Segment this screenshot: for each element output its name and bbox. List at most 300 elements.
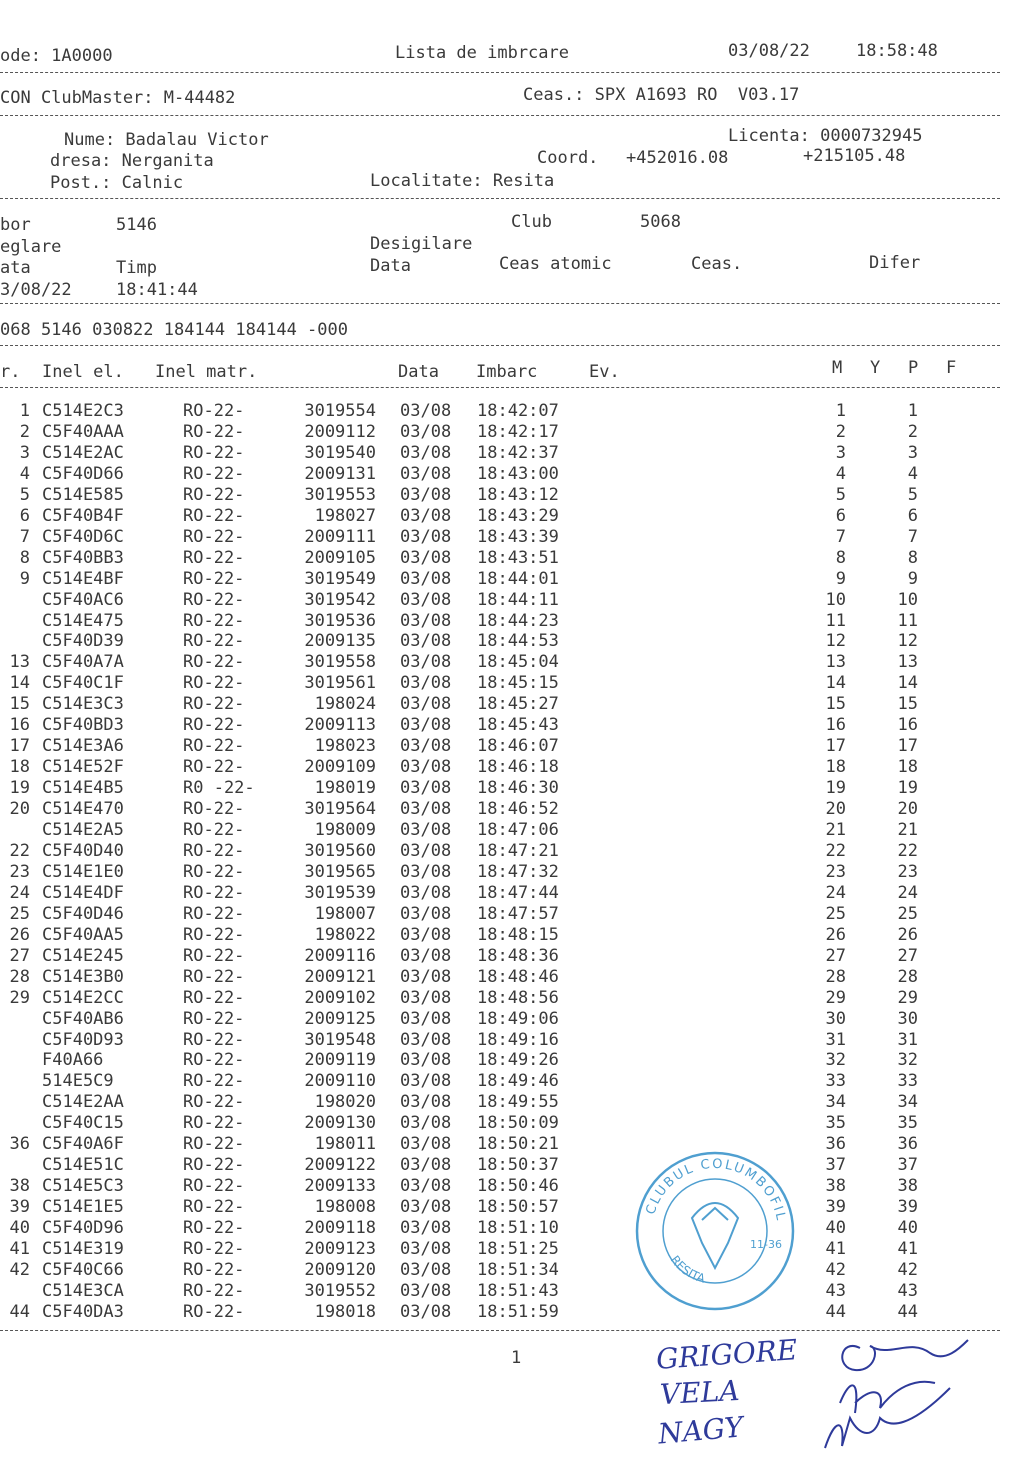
- position-p: 42: [897, 1259, 918, 1280]
- electronic-ring: C5F40BD3: [42, 715, 124, 736]
- row-number: 4: [19, 463, 30, 484]
- arrival-time: 18:42:17: [477, 421, 559, 442]
- arrival-date: 03/08: [400, 505, 452, 526]
- arrival-date: 03/08: [400, 1071, 452, 1092]
- position-p: 36: [897, 1134, 918, 1155]
- position-p: 38: [897, 1176, 918, 1197]
- ring-prefix: RO-22-: [183, 1176, 245, 1197]
- ring-prefix: RO-22-: [183, 736, 245, 757]
- ring-prefix: R0 -22-: [183, 778, 255, 799]
- ring-number: 2009109: [304, 757, 376, 778]
- arrival-date: 03/08: [400, 1134, 452, 1155]
- table-row: [0, 883, 1000, 903]
- ring-number: 3019558: [304, 652, 376, 673]
- arrival-date: 03/08: [400, 1197, 452, 1218]
- ring-number: 2009116: [304, 945, 376, 966]
- row-number: 3: [19, 442, 30, 463]
- difference-label: Difer: [869, 253, 921, 273]
- electronic-ring: C514E475: [42, 610, 124, 631]
- electronic-ring: C514E4DF: [42, 882, 124, 903]
- position-m: 3: [835, 442, 846, 463]
- ring-number: 2009123: [304, 1239, 376, 1259]
- divider: [0, 115, 1000, 116]
- row-number: 5: [19, 484, 30, 505]
- table-row: [0, 1281, 1000, 1301]
- table-row: [0, 757, 1000, 777]
- table-row: [0, 422, 1000, 442]
- electronic-ring: C5F40D66: [42, 463, 124, 484]
- ring-number: 2009130: [304, 1113, 376, 1134]
- row-number: 39: [9, 1197, 30, 1218]
- arrival-date: 03/08: [400, 861, 452, 882]
- table-row: [0, 1050, 1000, 1070]
- electronic-ring: C514E52F: [42, 757, 124, 778]
- arrival-date: 03/08: [400, 924, 452, 945]
- ring-number: 2009112: [304, 421, 376, 442]
- position-p: 25: [897, 903, 918, 924]
- ring-prefix: RO-22-: [183, 1092, 245, 1113]
- ring-prefix: RO-22-: [183, 1071, 245, 1092]
- row-number: 17: [9, 736, 30, 757]
- ring-number: 2009131: [304, 463, 376, 484]
- ring-number: 2009133: [304, 1176, 376, 1197]
- ring-prefix: RO-22-: [183, 673, 245, 694]
- col-m: M: [832, 358, 843, 378]
- row-number: 20: [9, 799, 30, 820]
- electronic-ring: C5F40D39: [42, 631, 124, 652]
- table-row: [0, 631, 1000, 651]
- clock-model: Ceas.: SPX A1693 RO V03.17: [523, 85, 800, 105]
- ring-prefix: RO-22-: [183, 526, 245, 547]
- position-m: 37: [825, 1155, 846, 1176]
- position-p: 43: [897, 1280, 918, 1301]
- club-label: Club: [511, 212, 552, 232]
- position-p: 14: [897, 673, 918, 694]
- clock-code-line: 068 5146 030822 184144 184144 -000: [0, 320, 348, 340]
- ring-prefix: RO-22-: [183, 442, 245, 463]
- table-row: [0, 1071, 1000, 1091]
- position-m: 43: [825, 1280, 846, 1301]
- arrival-date: 03/08: [400, 401, 452, 421]
- ring-number: 3019536: [304, 610, 376, 631]
- position-p: 10: [897, 589, 918, 610]
- arrival-date: 03/08: [400, 652, 452, 673]
- col-imbarc: Imbarc: [476, 362, 538, 382]
- ring-prefix: RO-22-: [183, 401, 245, 421]
- electronic-ring: C514E2AC: [42, 442, 124, 463]
- arrival-time: 18:43:39: [477, 526, 559, 547]
- position-m: 9: [835, 568, 846, 589]
- position-p: 41: [897, 1239, 918, 1259]
- ring-number: 198009: [314, 820, 376, 840]
- arrival-time: 18:46:52: [477, 799, 559, 820]
- arrival-time: 18:49:06: [477, 1008, 559, 1029]
- ring-number: 3019553: [304, 484, 376, 505]
- signatures: [820, 1318, 980, 1458]
- col-f: F: [946, 358, 957, 378]
- table-row: [0, 673, 1000, 693]
- seal-time: 18:41:44: [116, 280, 198, 300]
- ring-prefix: RO-22-: [183, 1008, 245, 1029]
- ring-number: 198019: [314, 778, 376, 799]
- arrival-date: 03/08: [400, 1259, 452, 1280]
- electronic-ring: C514E1E0: [42, 861, 124, 882]
- ring-prefix: RO-22-: [183, 1029, 245, 1050]
- electronic-ring: C514E319: [42, 1239, 124, 1259]
- position-m: 12: [825, 631, 846, 652]
- arrival-time: 18:44:01: [477, 568, 559, 589]
- table-row: [0, 652, 1000, 672]
- handwritten-name-3: NAGY: [656, 1410, 745, 1451]
- position-p: 12: [897, 631, 918, 652]
- position-m: 33: [825, 1071, 846, 1092]
- position-m: 13: [825, 652, 846, 673]
- row-number: 8: [19, 547, 30, 568]
- arrival-date: 03/08: [400, 1113, 452, 1134]
- ring-prefix: RO-22-: [183, 1134, 245, 1155]
- ring-number: 3019548: [304, 1029, 376, 1050]
- arrival-date: 03/08: [400, 715, 452, 736]
- arrival-time: 18:47:44: [477, 882, 559, 903]
- position-m: 21: [825, 820, 846, 840]
- ring-number: 3019561: [304, 673, 376, 694]
- table-row: [0, 715, 1000, 735]
- row-number: 24: [9, 882, 30, 903]
- arrival-time: 18:48:36: [477, 945, 559, 966]
- unseal-date-label: Data: [370, 256, 411, 276]
- arrival-date: 03/08: [400, 1155, 452, 1176]
- electronic-ring: C514E5C3: [42, 1176, 124, 1197]
- row-number: 36: [9, 1134, 30, 1155]
- ring-prefix: RO-22-: [183, 757, 245, 778]
- date-label: ata: [0, 258, 31, 278]
- page-number: 1: [511, 1348, 522, 1368]
- handwritten-name-1: GRIGORE: [655, 1333, 799, 1376]
- electronic-ring: C5F40A6F: [42, 1134, 124, 1155]
- table-row: [0, 611, 1000, 631]
- electronic-ring: C5F40C15: [42, 1113, 124, 1134]
- row-number: 41: [9, 1239, 30, 1259]
- row-number: 27: [9, 945, 30, 966]
- position-p: 13: [897, 652, 918, 673]
- col-p: P: [908, 358, 919, 378]
- arrival-time: 18:51:25: [477, 1239, 559, 1259]
- position-m: 8: [835, 547, 846, 568]
- svg-text:RESITA: [668, 1253, 708, 1286]
- arrival-time: 18:50:09: [477, 1113, 559, 1134]
- arrival-date: 03/08: [400, 757, 452, 778]
- table-row: [0, 799, 1000, 819]
- ring-prefix: RO-22-: [183, 924, 245, 945]
- arrival-time: 18:45:15: [477, 673, 559, 694]
- position-m: 1: [835, 401, 846, 421]
- arrival-time: 18:49:46: [477, 1071, 559, 1092]
- electronic-ring: C5F40C1F: [42, 673, 124, 694]
- position-m: 7: [835, 526, 846, 547]
- electronic-ring: C514E470: [42, 799, 124, 820]
- electronic-ring: C5F40AB6: [42, 1008, 124, 1029]
- table-row: [0, 569, 1000, 589]
- table-row: [0, 527, 1000, 547]
- position-p: 16: [897, 715, 918, 736]
- ring-prefix: RO-22-: [183, 568, 245, 589]
- row-number: 23: [9, 861, 30, 882]
- ring-number: 198018: [314, 1301, 376, 1322]
- arrival-date: 03/08: [400, 568, 452, 589]
- position-m: 5: [835, 484, 846, 505]
- position-p: 1: [907, 401, 918, 421]
- electronic-ring: C5F40A7A: [42, 652, 124, 673]
- arrival-date: 03/08: [400, 589, 452, 610]
- arrival-date: 03/08: [400, 1239, 452, 1259]
- arrival-date: 03/08: [400, 966, 452, 987]
- arrival-date: 03/08: [400, 442, 452, 463]
- arrival-date: 03/08: [400, 421, 452, 442]
- table-row: [0, 736, 1000, 756]
- print-date: 03/08/22: [728, 41, 810, 61]
- ring-number: 3019542: [304, 589, 376, 610]
- table-row: [0, 988, 1000, 1008]
- row-number: 6: [19, 505, 30, 526]
- row-number: 22: [9, 840, 30, 861]
- arrival-date: 03/08: [400, 526, 452, 547]
- seal-date: 3/08/22: [0, 280, 72, 300]
- arrival-date: 03/08: [400, 903, 452, 924]
- table-row: [0, 1134, 1000, 1154]
- electronic-ring: C514E3C3: [42, 694, 124, 715]
- svg-text:CLUBUL COLUMBOFIL: [643, 1157, 788, 1223]
- arrival-time: 18:47:21: [477, 840, 559, 861]
- position-p: 24: [897, 882, 918, 903]
- arrival-date: 03/08: [400, 799, 452, 820]
- ring-prefix: RO-22-: [183, 966, 245, 987]
- table-row: [0, 464, 1000, 484]
- position-p: 19: [897, 778, 918, 799]
- arrival-time: 18:47:32: [477, 861, 559, 882]
- position-p: 29: [897, 987, 918, 1008]
- position-m: 2: [835, 421, 846, 442]
- arrival-time: 18:51:34: [477, 1259, 559, 1280]
- arrival-date: 03/08: [400, 1176, 452, 1197]
- arrival-time: 18:46:30: [477, 778, 559, 799]
- arrival-time: 18:45:04: [477, 652, 559, 673]
- ring-prefix: RO-22-: [183, 1301, 245, 1322]
- electronic-ring: C5F40AA5: [42, 924, 124, 945]
- table-row: [0, 1218, 1000, 1238]
- electronic-ring: C514E245: [42, 945, 124, 966]
- position-m: 16: [825, 715, 846, 736]
- position-m: 22: [825, 840, 846, 861]
- electronic-ring: C514E3CA: [42, 1280, 124, 1301]
- table-row: [0, 1197, 1000, 1217]
- coord-label: Coord.: [537, 148, 599, 168]
- ring-prefix: RO-22-: [183, 799, 245, 820]
- arrival-time: 18:44:53: [477, 631, 559, 652]
- position-m: 39: [825, 1197, 846, 1218]
- ring-prefix: RO-22-: [183, 861, 245, 882]
- position-m: 6: [835, 505, 846, 526]
- arrival-time: 18:48:46: [477, 966, 559, 987]
- ring-number: 3019552: [304, 1280, 376, 1301]
- coord-lon: +215105.48: [803, 146, 906, 166]
- arrival-date: 03/08: [400, 987, 452, 1008]
- table-row: [0, 694, 1000, 714]
- ring-number: 3019549: [304, 568, 376, 589]
- position-p: 20: [897, 799, 918, 820]
- position-m: 10: [825, 589, 846, 610]
- print-time: 18:58:48: [856, 41, 938, 61]
- ring-number: 3019554: [304, 401, 376, 421]
- table-row: [0, 946, 1000, 966]
- position-p: 18: [897, 757, 918, 778]
- bor-value: 5146: [116, 215, 157, 235]
- position-p: 6: [907, 505, 918, 526]
- ring-number: 198023: [314, 736, 376, 757]
- arrival-time: 18:45:43: [477, 715, 559, 736]
- table-row: [0, 967, 1000, 987]
- arrival-date: 03/08: [400, 1050, 452, 1071]
- arrival-date: 03/08: [400, 1301, 452, 1322]
- row-number: 38: [9, 1176, 30, 1197]
- arrival-date: 03/08: [400, 547, 452, 568]
- page-title: Lista de imbrcare: [395, 43, 569, 63]
- arrival-time: 18:46:18: [477, 757, 559, 778]
- ring-number: 2009113: [304, 715, 376, 736]
- electronic-ring: C514E2CC: [42, 987, 124, 1008]
- col-data: Data: [398, 362, 439, 382]
- position-p: 21: [897, 820, 918, 840]
- ring-number: 2009118: [304, 1218, 376, 1239]
- arrival-date: 03/08: [400, 945, 452, 966]
- electronic-ring: C5F40B4F: [42, 505, 124, 526]
- position-m: 24: [825, 882, 846, 903]
- arrival-time: 18:44:23: [477, 610, 559, 631]
- ring-number: 198008: [314, 1197, 376, 1218]
- position-p: 9: [907, 568, 918, 589]
- electronic-ring: C5F40D40: [42, 840, 124, 861]
- arrival-time: 18:43:29: [477, 505, 559, 526]
- arrival-time: 18:43:12: [477, 484, 559, 505]
- table-row: [0, 1113, 1000, 1133]
- arrival-time: 18:49:26: [477, 1050, 559, 1071]
- arrival-time: 18:43:00: [477, 463, 559, 484]
- ring-number: 3019560: [304, 840, 376, 861]
- seal-label: eglare: [0, 237, 62, 257]
- position-p: 28: [897, 966, 918, 987]
- row-number: 13: [9, 652, 30, 673]
- row-number: 1: [19, 401, 30, 421]
- ring-number: 3019564: [304, 799, 376, 820]
- ring-number: 3019565: [304, 861, 376, 882]
- stamp-text-left: RESITA: [667, 1252, 707, 1286]
- position-p: 39: [897, 1197, 918, 1218]
- row-number: 40: [9, 1218, 30, 1239]
- table-row: [0, 820, 1000, 840]
- position-m: 28: [825, 966, 846, 987]
- row-number: 9: [19, 568, 30, 589]
- ring-prefix: RO-22-: [183, 903, 245, 924]
- electronic-ring: C514E2A5: [42, 820, 124, 840]
- position-p: 26: [897, 924, 918, 945]
- position-m: 15: [825, 694, 846, 715]
- ring-prefix: RO-22-: [183, 945, 245, 966]
- electronic-ring: C514E2C3: [42, 401, 124, 421]
- position-m: 42: [825, 1259, 846, 1280]
- stamp-text-right: 11-36: [750, 1238, 782, 1251]
- position-p: 31: [897, 1029, 918, 1050]
- postal-code: Post.: Calnic: [50, 173, 184, 193]
- electronic-ring: C5F40BB3: [42, 547, 124, 568]
- electronic-ring: C5F40D6C: [42, 526, 124, 547]
- row-number: 28: [9, 966, 30, 987]
- col-inel-el: Inel el.: [42, 362, 124, 382]
- electronic-ring: C5F40AC6: [42, 589, 124, 610]
- row-number: 26: [9, 924, 30, 945]
- position-p: 40: [897, 1218, 918, 1239]
- ring-number: 198024: [314, 694, 376, 715]
- locality: Localitate: Resita: [370, 171, 555, 191]
- arrival-time: 18:49:16: [477, 1029, 559, 1050]
- arrival-time: 18:46:07: [477, 736, 559, 757]
- row-number: 15: [9, 694, 30, 715]
- ring-number: 2009110: [304, 1071, 376, 1092]
- row-number: 19: [9, 778, 30, 799]
- stamp-text-top: CLUBUL COLUMBOFIL: [643, 1156, 789, 1224]
- table-row: [0, 443, 1000, 463]
- electronic-ring: C5F40D46: [42, 903, 124, 924]
- electronic-ring: C514E1E5: [42, 1197, 124, 1218]
- table-row: [0, 925, 1000, 945]
- table-row: [0, 1009, 1000, 1029]
- table-row: [0, 485, 1000, 505]
- table-row: [0, 904, 1000, 924]
- ring-prefix: RO-22-: [183, 1239, 245, 1259]
- ring-number: 198027: [314, 505, 376, 526]
- ring-number: 2009121: [304, 966, 376, 987]
- electronic-ring: 514E5C9: [42, 1071, 114, 1092]
- table-row: [0, 506, 1000, 526]
- position-p: 44: [897, 1301, 918, 1322]
- ring-number: 198007: [314, 903, 376, 924]
- ring-prefix: RO-22-: [183, 1218, 245, 1239]
- divider: [0, 345, 1000, 346]
- position-p: 27: [897, 945, 918, 966]
- arrival-time: 18:51:59: [477, 1301, 559, 1322]
- position-p: 22: [897, 840, 918, 861]
- position-p: 17: [897, 736, 918, 757]
- unseal-label: Desigilare: [370, 234, 473, 254]
- arrival-time: 18:43:51: [477, 547, 559, 568]
- arrival-date: 03/08: [400, 484, 452, 505]
- ring-number: 2009111: [304, 526, 376, 547]
- table-row: [0, 778, 1000, 798]
- owner-name: Nume: Badalau Victor: [64, 130, 269, 150]
- ring-prefix: RO-22-: [183, 631, 245, 652]
- col-nr: r.: [0, 362, 21, 382]
- arrival-date: 03/08: [400, 463, 452, 484]
- arrival-time: 18:44:11: [477, 589, 559, 610]
- position-p: 34: [897, 1092, 918, 1113]
- position-p: 15: [897, 694, 918, 715]
- arrival-date: 03/08: [400, 736, 452, 757]
- electronic-ring: C514E51C: [42, 1155, 124, 1176]
- ring-prefix: RO-22-: [183, 987, 245, 1008]
- row-number: 18: [9, 757, 30, 778]
- arrival-date: 03/08: [400, 840, 452, 861]
- position-m: 29: [825, 987, 846, 1008]
- list-code: ode: 1A0000: [0, 46, 113, 66]
- arrival-date: 03/08: [400, 1029, 452, 1050]
